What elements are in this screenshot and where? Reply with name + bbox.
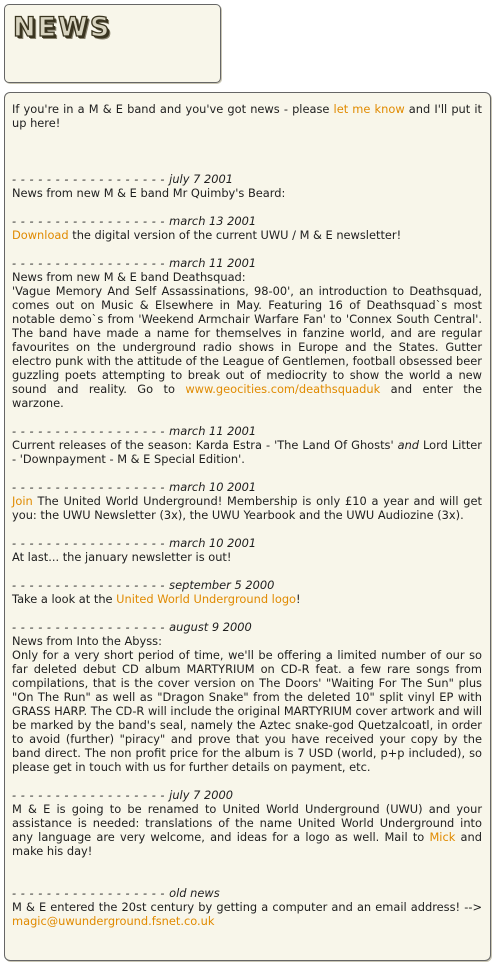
entry-date: - - - - - - - - - - - - - - - - - - old news [12, 886, 220, 900]
entry-text: At last... the january newsletter is out! [12, 550, 232, 564]
entry-date: - - - - - - - - - - - - - - - - - - march 10 2001 [12, 480, 257, 494]
header-panel [4, 4, 221, 83]
download-link[interactable]: Download [12, 228, 69, 242]
entry-heading: News from new M & E band Deathsquad: [12, 270, 246, 284]
entry-text: Download the digital version of the current UWU / M & E newsletter! [12, 228, 402, 242]
intro-text: If you're in a M & E band and you've got news - please let me know and I'll put it up here! [12, 102, 482, 130]
entry-date: - - - - - - - - - - - - - - - - - - march 11 2001 [12, 256, 257, 270]
entry-date: - - - - - - - - - - - - - - - - - - august 9 2000 [12, 620, 252, 634]
entry-text: 'Vague Memory And Self Assassinations, 98-00', an introduction to Deathsquad, comes out on Music & Elsewhere in May. Featuring 16 of Deathsquad`s most notable demo`s from 'Weekend Armchair Warfare Fan' to 'Connex South Central'. The band have made a name for themselves in fanzine world, and are regular favourites on the underground radio shows in Europe and the States. Gutter electro punk with the attitude of the League of Gentlemen, football obsessed beer guzzling poets attempting to break out of mediocrity to show the world a new sound and reality. Go to www.geocities.com/deathsquaduk and enter the warzone. [12, 284, 482, 410]
entry-text: M & E entered the 20st century by getting a computer and an email address! --> magic@uwunderground.fsnet.co.uk [12, 900, 482, 928]
entry-date: - - - - - - - - - - - - - - - - - - march 13 2001 [12, 214, 257, 228]
join-link[interactable]: Join [12, 494, 33, 508]
news-entry [12, 788, 482, 858]
entry-text: Current releases of the season: Karda Estra - 'The Land Of Ghosts' and Lord Litter - 'Downpayment - M & E Special Edition'. [12, 438, 482, 466]
news-logo: NEWS [13, 12, 112, 43]
let-me-know-link[interactable]: let me know [333, 102, 405, 116]
news-entry [12, 536, 482, 564]
news-entry [12, 886, 482, 928]
entry-text: M & E is going to be renamed to United World Underground (UWU) and your assistance is needed: translations of the name United World Underground into any language are very welcome, and ideas for a logo as well. Mail to Mick and make his day! [12, 802, 482, 858]
news-entry [12, 480, 482, 522]
news-entry [12, 578, 482, 606]
entry-text: News from new M & E band Mr Quimby's Beard: [12, 186, 286, 200]
entry-text: Join The United World Underground! Membership is only £10 a year and will get you: the UWU Newsletter (3x), the UWU Yearbook and the UWU Audiozine (3x). [12, 494, 482, 522]
email-link[interactable]: magic@uwunderground.fsnet.co.uk [12, 914, 215, 928]
entry-date: - - - - - - - - - - - - - - - - - - july 7 2001 [12, 172, 233, 186]
entry-heading: News from Into the Abyss: [12, 634, 162, 648]
news-entry [12, 256, 482, 410]
news-entry [12, 620, 482, 774]
entry-date: - - - - - - - - - - - - - - - - - - march 10 2001 [12, 536, 257, 550]
news-content [12, 102, 482, 942]
news-panel [4, 92, 491, 961]
news-entry [12, 214, 482, 242]
mick-link[interactable]: Mick [429, 830, 456, 844]
entry-date: - - - - - - - - - - - - - - - - - - july 7 2000 [12, 788, 233, 802]
news-entry [12, 424, 482, 466]
news-entry [12, 172, 482, 200]
entry-date: - - - - - - - - - - - - - - - - - - march 11 2001 [12, 424, 257, 438]
entry-text: Only for a very short period of time, we'll be offering a limited number of our so far deleted debut CD album MARTYRIUM on CD-R feat. a few rare songs from compilations, that is the cover version on The Doors' "Waiting For The Sun" plus "On The Run" as well as "Dragon Snake" from the deleted 10" split vinyl EP with GRASS HARP. The CD-R will include the original MARTYRIUM cover artwork and will be marked by the band's seal, namely the Aztec snake-god Quetzalcoatl, in order to avoid (further) "piracy" and prove that you have received your copy by the band direct. The non profit price for the album is 7 USD (world, p+p included), so please get in touch with us for further details on payment, etc. [12, 648, 482, 774]
uwu-logo-link[interactable]: United World Underground logo [116, 592, 297, 606]
deathsquad-link[interactable]: www.geocities.com/deathsquaduk [185, 382, 381, 396]
entry-date: - - - - - - - - - - - - - - - - - - september 5 2000 [12, 578, 275, 592]
entry-text: Take a look at the United World Underground logo! [12, 592, 301, 606]
